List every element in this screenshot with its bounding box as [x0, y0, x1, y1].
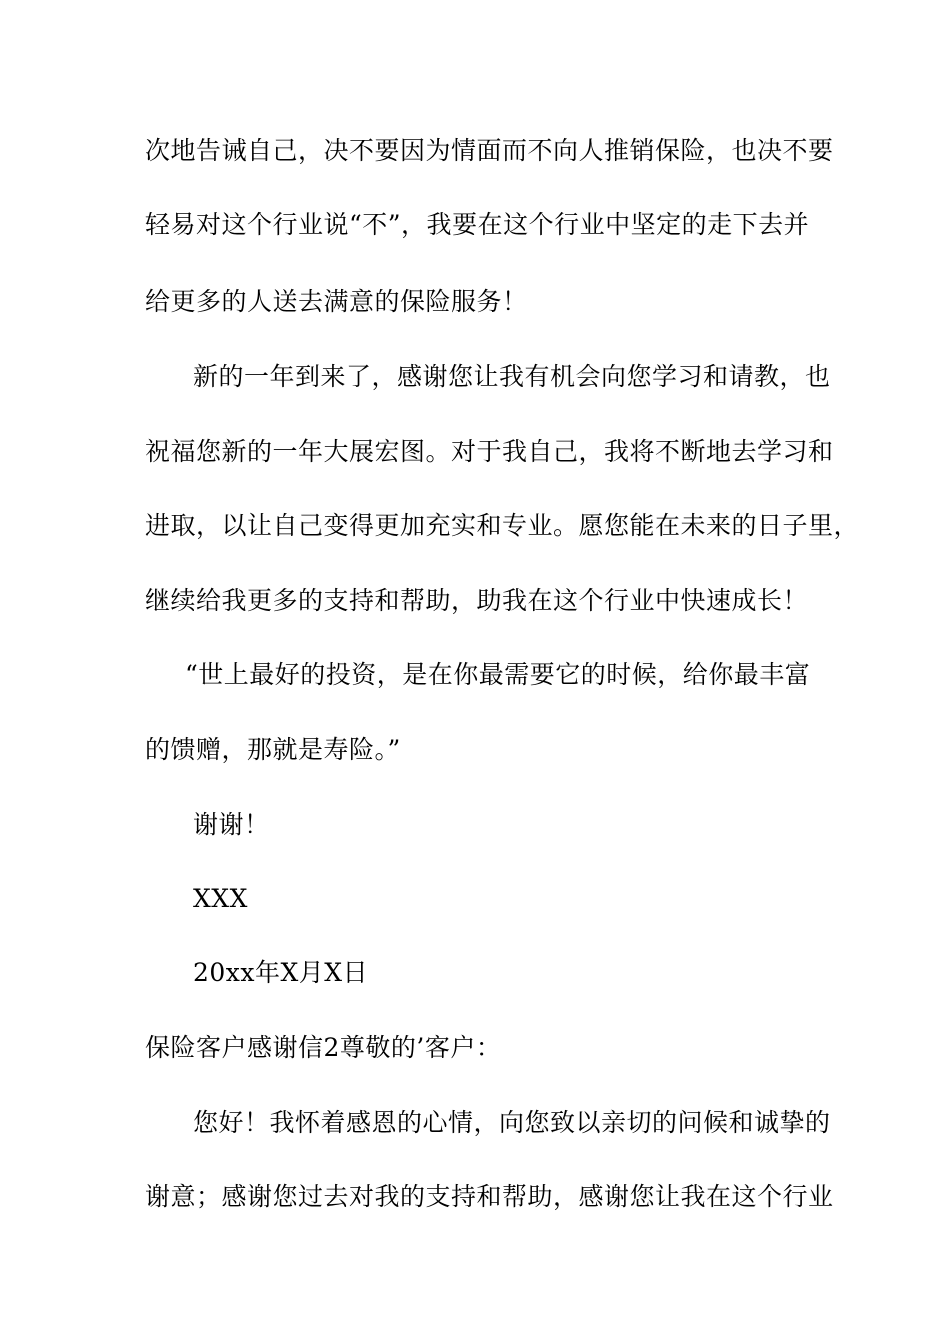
signature: XXX — [193, 884, 248, 913]
paragraph-first-line: 您好！我怀着感恩的心情，向您致以亲切的问候和诚挚的 — [193, 1108, 831, 1137]
text-line: 进取，以让自己变得更加充实和专业。愿您能在未来的日子里， — [145, 511, 860, 540]
paragraph-first-line: 新的一年到来了，感谢您让我有机会向您学习和请教，也 — [193, 362, 831, 391]
text-line: 祝福您新的一年大展宏图。对于我自己，我将不断地去学习和 — [145, 437, 834, 466]
text-line: 轻易对这个行业说“不”，我要在这个行业中坚定的走下去并 — [145, 210, 810, 239]
date-line: 20xx年X月X日 — [193, 958, 369, 987]
text-line: 的馈赠，那就是寿险。” — [145, 735, 401, 764]
text-line: 次地告诫自己，决不要因为情面而不向人推销保险，也决不要 — [145, 136, 834, 165]
text-line: 谢意；感谢您过去对我的支持和帮助，感谢您让我在这个行业 — [145, 1182, 834, 1211]
text-line: 给更多的人送去满意的保险服务！ — [145, 287, 528, 316]
section-heading: 保险客户感谢信2尊敬的’客户： — [145, 1033, 502, 1062]
thanks-text: 谢谢！ — [193, 810, 270, 839]
quote-first-line: “世上最好的投资，是在你最需要它的时候，给你最丰富 — [185, 660, 811, 689]
text-line: 继续给我更多的支持和帮助，助我在这个行业中快速成长！ — [145, 586, 809, 615]
